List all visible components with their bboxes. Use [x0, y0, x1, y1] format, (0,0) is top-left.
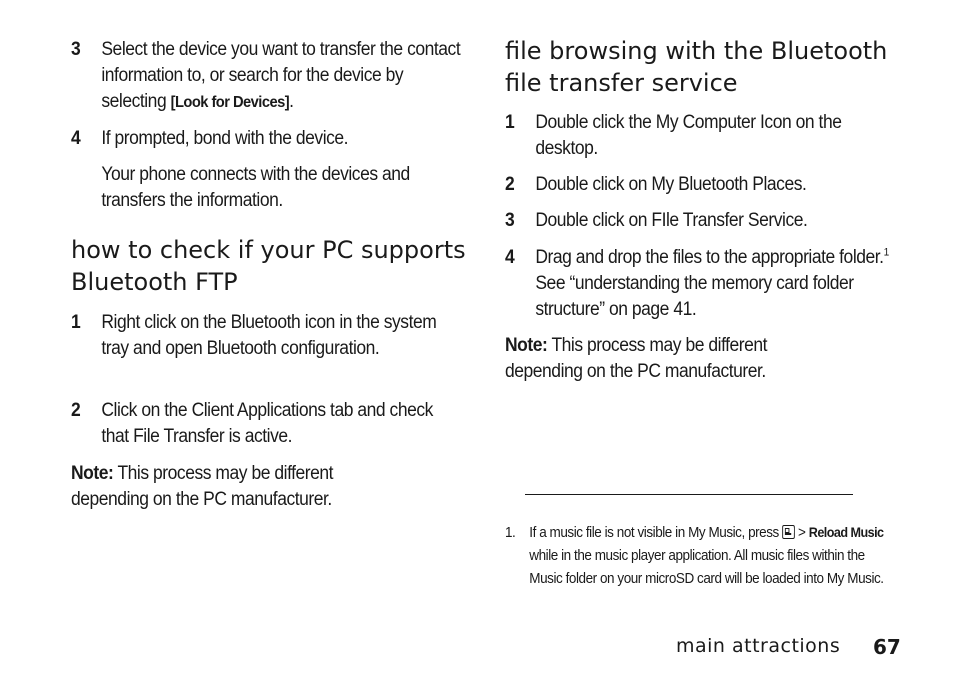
step-text: Drag and drop the files to the appropriate folder.$^1$ See “understanding the memory card folder structure” on page 41.: [535, 246, 889, 320]
section-heading-check-ftp: how to check if your PC supports Bluetooth FTP: [71, 236, 466, 296]
step-number: 2: [505, 174, 515, 195]
page-number: 67: [873, 635, 901, 659]
step-text: If prompted, bond with the device.: [101, 128, 349, 149]
section-heading-file-browsing: file browsing with the Bluetooth file transfer service: [505, 37, 888, 97]
note: [505, 333, 836, 385]
step-number: 3: [505, 210, 515, 231]
note-label: Note:: [71, 463, 114, 484]
note: [71, 461, 402, 513]
ui-label-reload-music: Reload Music: [808, 524, 884, 540]
menu-key-icon: [782, 525, 795, 539]
footnote-text: If a music file is not visible in My Music, press > Reload Music while in the music player application. All music files within the Music folder on your microSD card will be loaded into My Music.: [529, 524, 884, 587]
footnote-ref: 1: [883, 246, 889, 259]
step-number: 1: [71, 312, 81, 333]
step-text: Select the device you want to transfer the contact information to, or search for the device by selecting [Look for Devices].: [101, 39, 461, 112]
step-text: Double click the My Computer Icon on the desktop.: [535, 112, 842, 159]
paragraph: Your phone connects with the devices and transfers the information.: [101, 164, 410, 211]
note-text: This process may be different depending on the PC manufacturer.: [505, 335, 768, 382]
footer-section-title: main attractions: [676, 635, 841, 657]
step-text: Click on the Client Applications tab and check that File Transfer is active.: [101, 400, 433, 447]
footnote-number: 1.: [505, 524, 516, 541]
note-label: Note:: [505, 335, 548, 356]
step-number: 4: [505, 247, 515, 268]
step-number: 3: [71, 39, 81, 60]
step-text: Double click on My Bluetooth Places.: [535, 174, 807, 195]
ui-label-look-for-devices: [Look for Devices]: [170, 94, 290, 111]
note-text: This process may be different depending on the PC manufacturer.: [71, 463, 334, 510]
step-number: 1: [505, 112, 515, 133]
step-text: Right click on the Bluetooth icon in the system tray and open Bluetooth configuration.: [101, 312, 437, 359]
footnote-divider: [525, 494, 853, 495]
step-number: 2: [71, 400, 81, 421]
step-number: 4: [71, 128, 81, 149]
step-text: Double click on FIle Transfer Service.: [535, 210, 808, 231]
